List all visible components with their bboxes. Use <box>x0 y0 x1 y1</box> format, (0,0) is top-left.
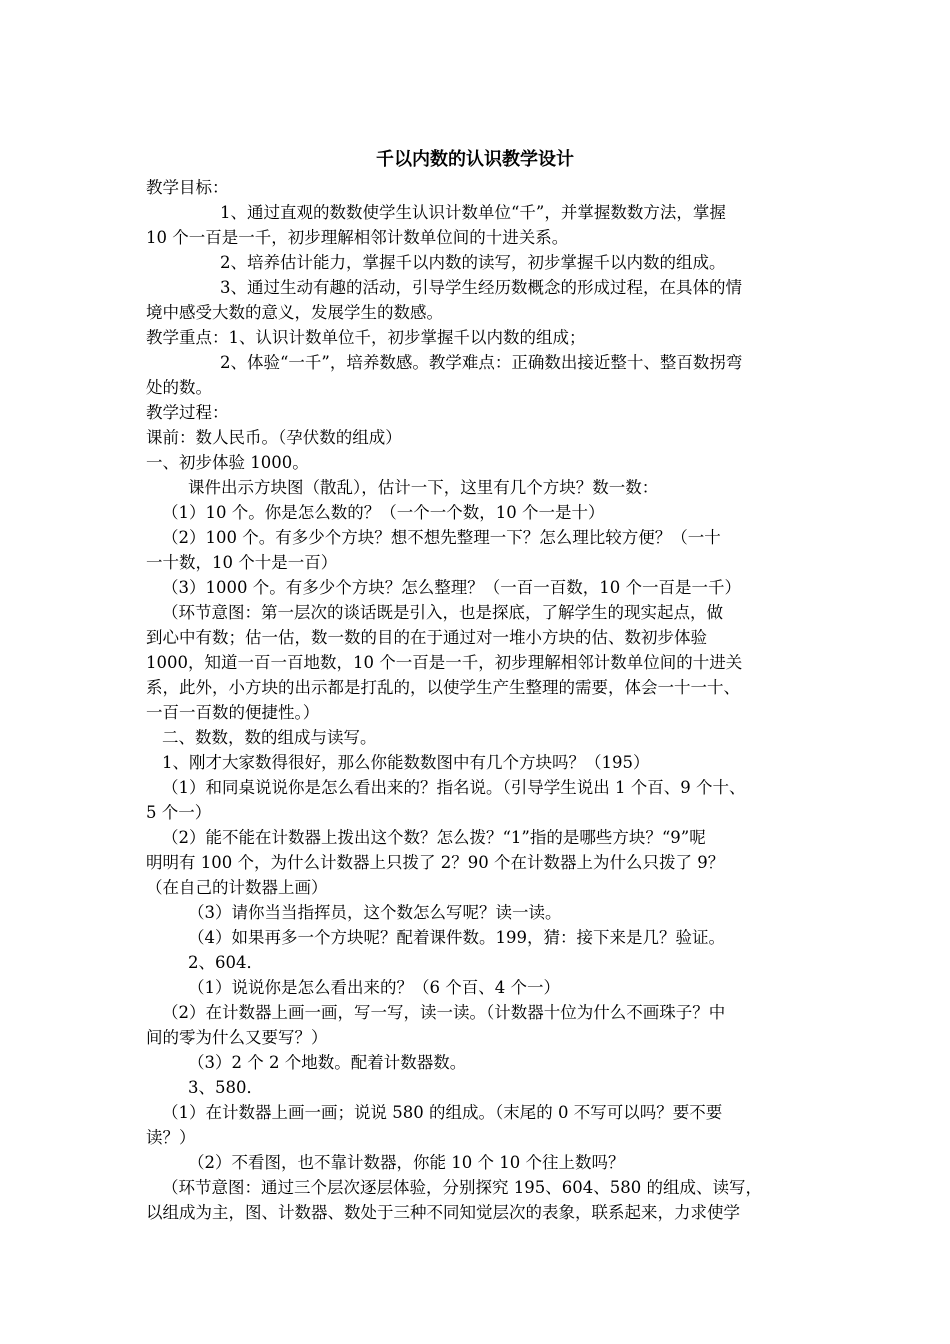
paragraph-line: （3）2 个 2 个地数。配着计数器数。 <box>188 1053 467 1072</box>
document-body <box>146 175 806 1225</box>
paragraph-line: （2）100 个。有多少个方块？想不想先整理一下？怎么理比较方便？（一十 <box>162 528 721 547</box>
paragraph-line: 课前：数人民币。（孕伏数的组成） <box>146 428 402 447</box>
paragraph-line: （2）在计数器上画一画，写一写，读一读。（计数器十位为什么不画珠子？中 <box>162 1003 726 1022</box>
paragraph-line: 5 个一） <box>146 803 212 822</box>
document-title: 千以内数的认识教学设计 <box>376 149 574 170</box>
paragraph-line: 境中感受大数的意义，发展学生的数感。 <box>146 303 443 322</box>
paragraph-line: 1、通过直观的数数使学生认识计数单位“千”，并掌握数数方法，掌握 <box>220 203 726 222</box>
paragraph-line: 到心中有数；估一估，数一数的目的在于通过对一堆小方块的估、数初步体验 <box>146 628 707 647</box>
paragraph-line: 读？） <box>146 1128 196 1147</box>
paragraph-line: 1、刚才大家数得很好，那么你能数数图中有几个方块吗？（195） <box>162 753 650 772</box>
paragraph-line: 1000，知道一百一百地数，10 个一百是一千，初步理解相邻计数单位间的十进关 <box>146 653 743 672</box>
paragraph-line: 系，此外，小方块的出示都是打乱的，以使学生产生整理的需要，体会一十一十、 <box>146 678 740 697</box>
paragraph-line: （2）不看图，也不靠计数器，你能 10 个 10 个往上数吗？ <box>188 1153 625 1172</box>
paragraph-line: （环节意图：第一层次的谈话既是引入，也是探底，了解学生的现实起点，做 <box>162 603 723 622</box>
paragraph-line: 二、数数，数的组成与读写。 <box>162 728 377 747</box>
paragraph-line: 2、604． <box>188 953 263 972</box>
paragraph-line: （在自己的计数器上画） <box>146 878 328 897</box>
paragraph-line: （2）能不能在计数器上拨出这个数？怎么拨？“1”指的是哪些方块？“9”呢 <box>162 828 706 847</box>
paragraph-line: 以组成为主，图、计数器、数处于三种不同知觉层次的表象，联系起来，力求使学 <box>146 1203 740 1222</box>
paragraph-line: （环节意图：通过三个层次逐层体验，分别探究 195、604、580 的组成、读写， <box>162 1178 762 1197</box>
paragraph-line: 10 个一百是一千，初步理解相邻计数单位间的十进关系。 <box>146 228 569 247</box>
paragraph-line: 2、培养估计能力，掌握千以内数的读写，初步掌握千以内数的组成。 <box>220 253 726 272</box>
paragraph-line: 2、体验“一千”，培养数感。教学难点：正确数出接近整十、整百数拐弯 <box>220 353 743 372</box>
paragraph-line: （1）和同桌说说你是怎么看出来的？指名说。（引导学生说出 1 个百、9 个十、 <box>162 778 746 797</box>
paragraph-line: 一、初步体验 1000。 <box>146 453 309 472</box>
paragraph-line: （4）如果再多一个方块呢？配着课件数。199，猜：接下来是几？验证。 <box>188 928 725 947</box>
paragraph-line: （3）1000 个。有多少个方块？怎么整理？（一百一百数，10 个一百是一千） <box>162 578 741 597</box>
paragraph-line: （1）在计数器上画一画；说说 580 的组成。（末尾的 0 不写可以吗？要不要 <box>162 1103 723 1122</box>
paragraph-line: （3）请你当当指挥员，这个数怎么写呢？读一读。 <box>188 903 562 922</box>
paragraph-line: （1）说说你是怎么看出来的？（6 个百、4 个一） <box>188 978 560 997</box>
paragraph-line: 3、580． <box>188 1078 263 1097</box>
paragraph-line: 处的数。 <box>146 378 212 397</box>
paragraph-line: 一十数，10 个十是一百） <box>146 553 338 572</box>
paragraph-line: 教学目标： <box>146 178 229 197</box>
paragraph-line: 明明有 100 个，为什么计数器上只拨了 2？90 个在计数器上为什么只拨了 9？ <box>146 853 725 872</box>
paragraph-line: （1）10 个。你是怎么数的？（一个一个数，10 个一是十） <box>162 503 605 522</box>
paragraph-line: 教学过程： <box>146 403 229 422</box>
paragraph-line: 课件出示方块图（散乱），估计一下，这里有几个方块？数一数： <box>188 478 659 497</box>
paragraph-line: 教学重点：1、认识计数单位千，初步掌握千以内数的组成； <box>146 328 586 347</box>
paragraph-line: 一百一百数的便捷性。） <box>146 703 320 722</box>
paragraph-line: 3、通过生动有趣的活动，引导学生经历数概念的形成过程，在具体的情 <box>220 278 742 297</box>
paragraph-line: 间的零为什么又要写？） <box>146 1028 328 1047</box>
